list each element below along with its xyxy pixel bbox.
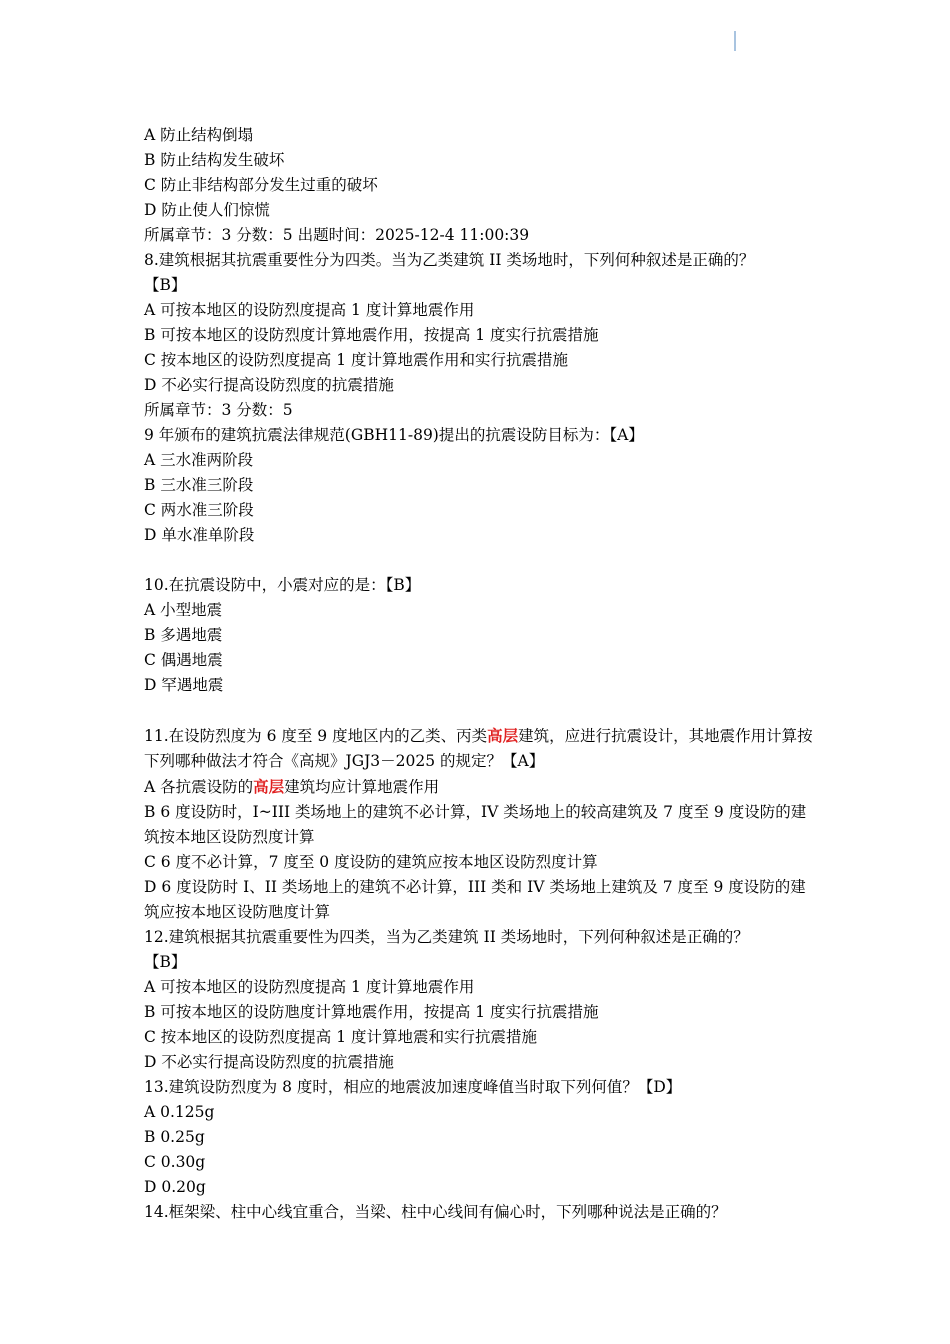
- text-cursor-mark: [734, 31, 736, 51]
- q7-option-a: A 防止结构倒塌: [144, 126, 254, 144]
- q12-answer: 【B】: [144, 953, 187, 971]
- q11-stem: [144, 723, 814, 774]
- q11-option-a-part1: A 各抗震设防的: [144, 778, 254, 796]
- q13-option-a: A 0.125g: [144, 1103, 215, 1121]
- q12-option-a: A 可按本地区的设防烈度提高 1 度计算地震作用: [144, 978, 475, 996]
- q7-option-c: C 防止非结构部分发生过重的破坏: [144, 176, 378, 194]
- q12-option-b: B 可按本地区的设防虺度计算地震作用，按提高 1 度实行抗震措施: [144, 1003, 599, 1021]
- q11-option-a-part2: 建筑均应计算地震作用: [284, 778, 440, 796]
- q8-option-d: D 不必实行提高设防烈度的抗震措施: [144, 376, 394, 394]
- q11-option-a-highlight: 高层: [253, 777, 285, 796]
- q9-option-b: B 三水准三阶段: [144, 476, 254, 494]
- q12-stem: 12.建筑根据其抗震重要性为四类，当为乙类建筑 II 类场地时，下列何种叙述是正确的？: [144, 928, 749, 946]
- q10-option-c: C 偶遇地震: [144, 651, 223, 669]
- q9-option-a: A 三水准两阶段: [144, 451, 254, 469]
- q9-stem: 9 年颁布的建筑抗震法律规范(GBH11-89)提出的抗震设防目标为：【A】: [144, 426, 644, 444]
- q14-stem: 14.框架梁、柱中心线宜重合，当梁、柱中心线间有偏心时，下列哪种说法是正确的？: [144, 1203, 727, 1221]
- q13-stem: 13.建筑设防烈度为 8 度时，相应的地震波加速度峰值当时取下列何值？【D】: [144, 1078, 682, 1096]
- q8-option-c: C 按本地区的设防烈度提高 1 度计算地震作用和实行抗震措施: [144, 351, 569, 369]
- q7-option-d: D 防止使人们惊慌: [144, 201, 270, 219]
- q8-answer: 【B】: [144, 276, 187, 294]
- q9-option-d: D 单水准单阶段: [144, 526, 255, 544]
- q9-option-c: C 两水准三阶段: [144, 501, 254, 519]
- spacer: [144, 698, 814, 723]
- q11-option-b: B 6 度设防时，I~III 类场地上的建筑不必计算，IV 类场地上的较高建筑及 7 度至 9 度设防的建筑按本地区设防烈度计算: [144, 803, 807, 846]
- q11-stem-highlight: 高层: [487, 726, 519, 745]
- q8-option-a: A 可按本地区的设防烈度提高 1 度计算地震作用: [144, 301, 475, 319]
- q13-option-d: D 0.20g: [144, 1178, 206, 1196]
- q11-stem-part1: 11.在设防烈度为 6 度至 9 度地区内的乙类、丙类: [144, 727, 488, 745]
- q12-option-d: D 不必实行提高设防烈度的抗震措施: [144, 1053, 394, 1071]
- q10-option-d: D 罕遇地震: [144, 676, 224, 694]
- q7-meta: 所属章节：3 分数：5 出题时间：2025-12-4 11:00:39: [144, 226, 530, 244]
- q12-option-c: C 按本地区的设防烈度提高 1 度计算地震和实行抗震措施: [144, 1028, 538, 1046]
- spacer: [144, 548, 814, 573]
- document-body: [144, 123, 814, 1225]
- q8-meta: 所属章节：3 分数：5: [144, 401, 293, 419]
- q11-stem-part2: 建筑，应进行抗震设计，其地震作用计算按下列哪种做法才符合《高规》JGJ3－2025 的规定？【A】: [144, 727, 813, 770]
- q10-stem: 10.在抗震设防中，小震对应的是：【B】: [144, 576, 421, 594]
- q10-option-b: B 多遇地震: [144, 626, 223, 644]
- q13-option-b: B 0.25g: [144, 1128, 205, 1146]
- q11-option-d: D 6 度设防时 I、II 类场地上的建筑不必计算，III 类和 IV 类场地上建筑及 7 度至 9 度设防的建筑应按本地区设防虺度计算: [144, 878, 806, 921]
- q8-option-b: B 可按本地区的设防烈度计算地震作用，按提高 1 度实行抗震措施: [144, 326, 599, 344]
- q11-option-a: [144, 774, 814, 800]
- q10-option-a: A 小型地震: [144, 601, 223, 619]
- q11-option-c: C 6 度不必计算，7 度至 0 度设防的建筑应按本地区设防烈度计算: [144, 853, 598, 871]
- q13-option-c: C 0.30g: [144, 1153, 206, 1171]
- q8-stem: 8.建筑根据其抗震重要性分为四类。当为乙类建筑 II 类场地时，下列何种叙述是正确的？: [144, 251, 755, 269]
- q7-option-b: B 防止结构发生破坏: [144, 151, 285, 169]
